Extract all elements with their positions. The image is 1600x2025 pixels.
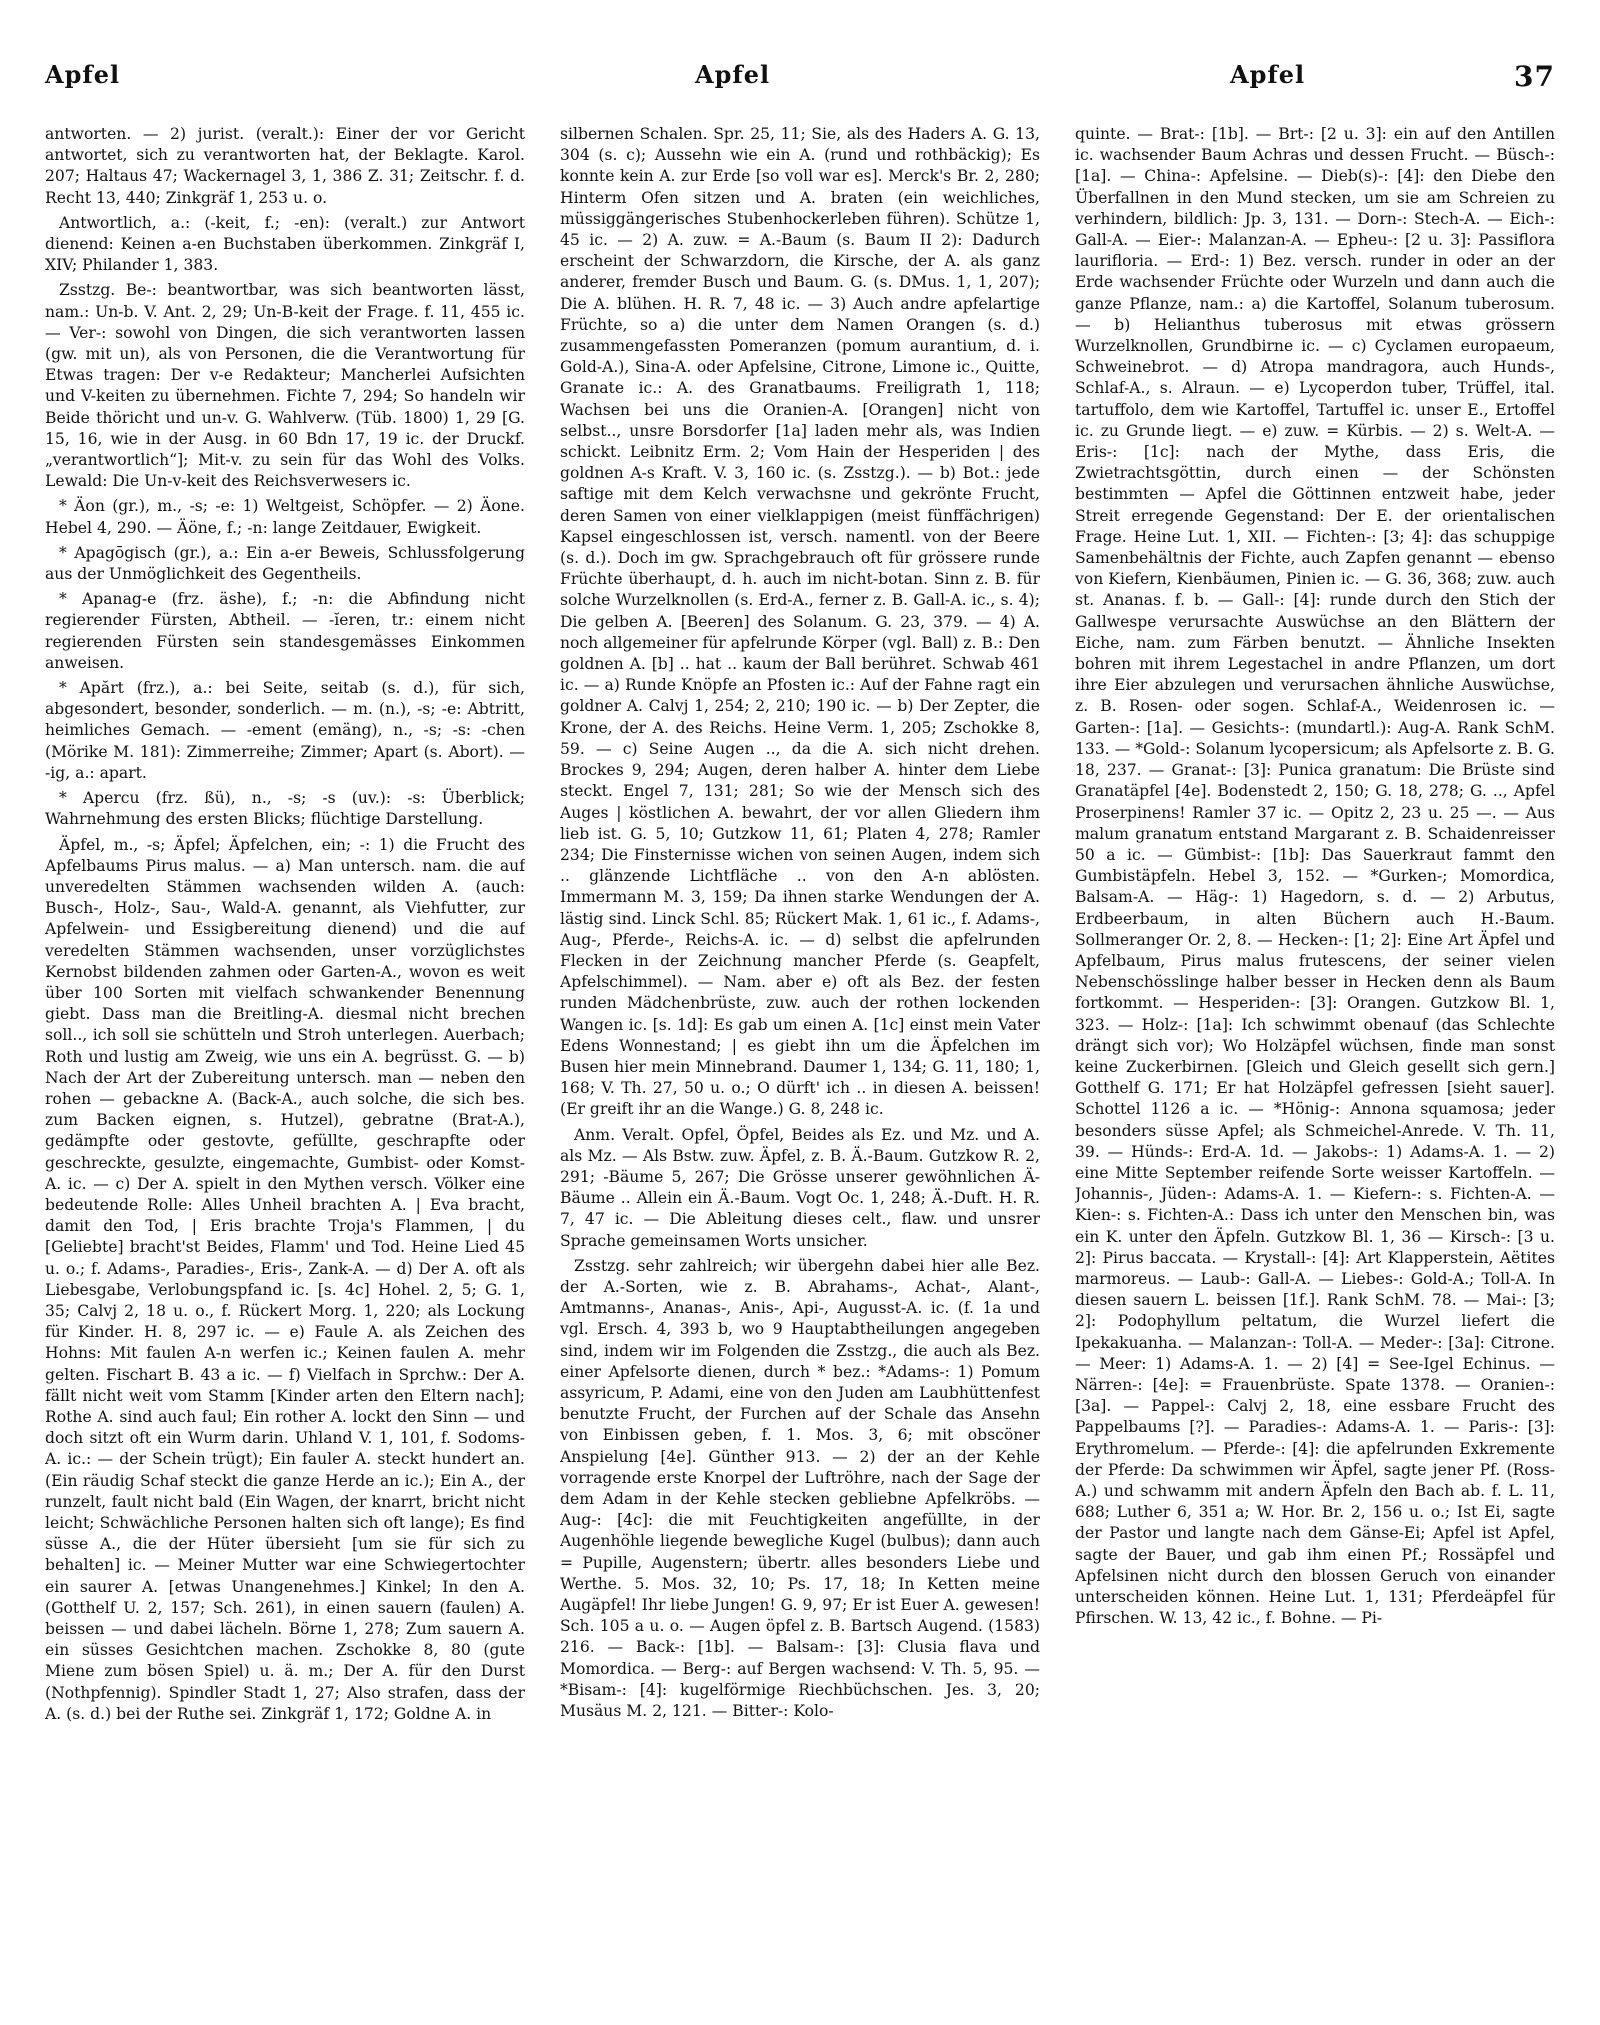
column-1-paragraph-9: Äpfel, m., -s; Äpfel; Äpfelchen, ein; -: 1) die Frucht des Apfelbaums Pirus malus. — a) Man untersch. nam. die auf unveredelten Stämmen wachsenden wilden A. (auch: Busch-, Holz-, Sau-, Wald-A. genannt, als Viehfutter, zur Apfelwein- und Essigbereitung dienend) und die auf veredelten Stämmen wachsenden, unser vorzüglichstes Kernobst bildenden zahmen oder Garten-A., wovon es weit über 100 Sorten mit vielfach schwankender Benennung giebt. Dass man die Breitling-A. diesmal nicht brechen soll.., ich soll sie schütteln und Stroh unterlegen. Auerbach; Roth und lustig am Zweig, wie uns ein A. begrüsst. G. — b) Nach der Art der Zubereitung untersch. man — neben den rohen — gebackne A. (Back-A., auch solche, die sich bes. zum Backen eignen, s. Hutzel), gebratne (Brat-A.), gedämpfte oder gestovte, gefüllte, geschrapfte oder geschreckte, gesulzte, eingemachte, Gumbist- oder Komst-A. ic. — c) Der A. spielt in den Mythen versch. Völker eine bedeutende Rolle: Alles Unheil brachten A. | Eva bracht, damit den Tod, | Eris brachte Troja's Flammen, | du [Geliebte] bracht'st Beides, Flamm' und Tod. Heine Lied 45 u. o.; f. Adams-, Paradies-, Eris-, Zank-A. — d) Der A. oft als Liebesgabe, Verlobungspfand ic. [s. 4c] Hohel. 2, 5; G. 1, 35; Calvj 2, 18 u. o., f. Rückert Morg. 1, 220; als Lockung für Kinder. H. 8, 297 ic. — e) Faule A. als Zeichen des Hohns: Mit faulen A-n werfen ic.; Keinen faulen A. mehr gelten. Fischart B. 43 a ic. — f) Vielfach in Sprchw.: Der A. fällt nicht weit vom Stamm [Kinder arten den Eltern nach]; Rothe A. sind auch faul; Ein rother A. lockt den Sinn — und doch sitzt oft ein Wurm darin. Uhland V. 1, 101, f. Sodoms-A. ic.: — der Schein trügt); Ein fauler A. steckt hundert an. (Ein räudig Schaf steckt die ganze Herde an ic.); Ein A., der runzelt, fault nicht bald (Ein Wagen, der knarrt, bricht nicht leicht; Schwächliche Personen halten sich oft lange); Es find süsse A., die der Hüter übersieht [um sie für sich zu behalten] ic. — Meiner Mutter war eine Schwiegertochter ein saurer A. [etwas Unangenehmes.] Kinkel; In den A. (Gotthelf U. 2, 157; Sch. 261), in einen sauern (faulen) A. beissen — und dabei lächeln. Börne 1, 278; Zum sauern A. ein süsses Gesichtchen machen. Zschokke 8, 80 (gute Miene zum bösen Spiel) u. ä. m.; Der A. für den Durst (Nothpfennig). Spindler Stadt 1, 27; Also strafen, dass der A. (s. d.) bei der Ruthe sei. Zinkgräf 1, 172; Goldne A. in xyxy=(45,835,525,1723)
dictionary-columns xyxy=(45,118,1555,1998)
column-1 xyxy=(45,118,525,1998)
page-number: 37 xyxy=(1514,60,1555,93)
column-2-paragraph-3: Zsstzg. sehr zahlreich; wir übergehn dabei hier alle Bez. der A.-Sorten, wie z. B. Abrahams-, Achat-, Alant-, Amtmanns-, Ananas-, Anis-, Api-, Augusst-A. ic. (f. 1a und vgl. Ersch. 4, 393 b, wo 9 Hauptabtheilungen angegeben sind, indem wir im Folgenden die Zsstzg., die auch als Bez. einer Apfelsorte dienen, durch * bez.: *Adams-: 1) Pomum assyricum, P. Adami, eine von den Juden am Laubhüttenfest benutzte Frucht, der Furchen auf der Schale das Ansehn von Einbissen geben, f. 1. Mos. 3, 6; mit obscöner Anspielung [4e]. Günther 913. — 2) der an der Kehle vorragende erste Knorpel der Luftröhre, nach der Sage der dem Adam in der Kehle stecken gebliebne Apfelkröbs. — Aug-: [4c]: die mit Feuchtigkeiten angefüllte, in der Augenhöhle liegende bewegliche Kugel (bulbus); dann auch = Pupille, Augenstern; übertr. alles besonders Liebe und Werthe. 5. Mos. 32, 10; Ps. 17, 18; In Ketten meine Augäpfel! Ihr liebe Jungen! G. 9, 97; Er ist Euer A. gewesen! Sch. 105 a u. o. — Augen öpfel z. B. Bartsch Augend. (1583) 216. — Back-: [1b]. — Balsam-: [3]: Clusia flava und Momordica. — Berg-: auf Bergen wachsend: V. Th. 5, 95. — *Bisam-: [4]: kugelförmige Riechbüchschen. Jes. 3, 20; Musäus M. 2, 121. — Bitter-: Kolo- xyxy=(560,1256,1040,1721)
column-2-paragraph-2: Anm. Veralt. Opfel, Öpfel, Beides als Ez. und Mz. und A. als Mz. — Als Bstw. zuw. Äpfel, z. B. Ä.-Baum. Gutzkow R. 2, 291; -Bäume 5, 267; Die Grösse unserer gewöhnlichen Ä-Bäume .. Allein ein Ä.-Baum. Vogt Oc. 1, 248; Ä.-Duft. H. R. 7, 47 ic. — Die Ableitung dieses celt., flaw. und unsrer Sprache gemeinsamen Worts unsicher. xyxy=(560,1125,1040,1250)
column-2 xyxy=(560,118,1040,1998)
running-head-center: Apfel xyxy=(695,60,771,89)
column-1-paragraph-5: * Apagōgisch (gr.), a.: Ein a-er Beweis, Schlussfolgerung aus der Unmöglichkeit des Gegentheils. xyxy=(45,543,525,584)
column-2-paragraph-1: silbernen Schalen. Spr. 25, 11; Sie, als des Haders A. G. 13, 304 (s. c); Aussehn wie ein A. (rund und rothbäckig); Es konnte kein A. zur Erde [so voll war es]. Merck's Br. 2, 280; Hinterm Ofen sitzen und A. braten (ein weichliches, müssiggängerisches Stubenhockerleben führen). Schütze 1, 45 ic. — 2) A. zuw. = A.-Baum (s. Baum II 2): Dadurch erscheint der Schwarzdorn, die Kirsche, der A. als ganz anderer, fremder Busch und Baum. G. (s. DMus. 1, 1, 207); Die A. blühen. H. R. 7, 48 ic. — 3) Auch andre apfelartige Früchte, so a) die unter dem Namen Orangen (s. d.) zusammengefassten Pomeranzen (pomum aurantium, d. i. Gold-A.), Sina-A. oder Apfelsine, Citrone, Limone ic., Quitte, Granate ic.: A. des Granatbaums. Freiligrath 1, 118; Wachsen bei uns die Oranien-A. [Orangen] nicht von selbst.., unsre Borsdorfer [1a] laden mehr als, was Indien schickt. Leibnitz Erm. 2; Vom Hain der Hesperiden | des goldnen A-s Kraft. V. 3, 160 ic. (s. Zsstzg.). — b) Bot.: jede saftige mit dem Kelch verwachsne und gekrönte Frucht, deren Samen von einer vielklappigen (meist fünffächrigen) Kapsel eingeschlossen ist, versch. namentl. von der Beere (s. d.). Doch im gw. Sprachgebrauch oft für grössere runde Früchte überhaupt, d. h. auch im nicht-botan. Sinn z. B. für solche Wurzelknollen (s. Erd-A., ferner z. B. Gall-A. ic., s. 4); Die gelben A. [Beeren] des Solanum. G. 23, 379. — 4) A. noch allgemeiner für apfelrunde Körper (vgl. Ball) z. B.: Den goldnen A. [b] .. hat .. kaum der Ball berühret. Schwab 461 ic. — a) Runde Knöpfe an Pfosten ic.: Auf der Fahne ragt ein goldner A. Calvj 1, 254; 2, 210; 190 ic. — b) Der Zepter, die Krone, der A. des Reichs. Heine Verm. 1, 205; Zschokke 8, 59. — c) Seine Augen .., da die A. sich nicht drehen. Brockes 9, 294; Augen, deren halber A. hinter dem Liebe steckt. Engel 7, 131; 281; So wie der Mensch sich des Auges | köstlichen A. bewahrt, der vor allen Gliedern ihm lieb ist. G. 5, 10; Gutzkow 11, 61; Platen 4, 278; Ramler 234; Die Finsternisse wichen von seinen Augen, indem sich .. glänzende Lichtfläche .. von den A-n ablösten. Immermann M. 3, 159; Da ihnen starke Wendungen der A. lästig sind. Linck Schl. 85; Rückert Mak. 1, 61 ic., f. Adams-, Aug-, Pferde-, Reichs-A. ic. — d) selbst die apfelrunden Flecken in der Zeichnung mancher Pferde (s. Geapfelt, Apfelschimmel). — Nam. aber e) oft als Bez. der festen runden Mädchenbrüste, zuw. auch der rothen lockenden Wangen ic. [s. 1d]: Es gab um einen A. [1c] einst mein Vater Edens Wonnestand; | es giebt ihn um die Äpfelchen im Busen hier mein Minnebrand. Daumer 1, 134; G. 11, 180; 1, 168; V. Th. 27, 50 u. o.; O dürft' ich .. in diesen A. beissen! (Er greift ihr an die Wange.) G. 8, 248 ic. xyxy=(560,125,1040,1119)
page-header xyxy=(45,60,1555,110)
column-1-paragraph-8: * Apercu (frz. ßü), n., -s; -s (uv.): -s: Überblick; Wahrnehmung des ersten Blicks; flüchtige Darstellung. xyxy=(45,789,525,829)
column-1-paragraph-6: * Apanag-e (frz. äshe), f.; -n: die Abfindung nicht regierender Fürsten, Abtheil. — -ĭeren, tr.: einem nicht regierenden Fürsten sein standesgemässes Einkommen anweisen. xyxy=(45,590,525,672)
column-3 xyxy=(1075,118,1555,1998)
column-1-paragraph-3: Zsstzg. Be-: beantwortbar, was sich beantworten lässt, nam.: Un-b. V. Ant. 2, 29; Un-B-keit der Frage. f. 11, 455 ic. — Ver-: sowohl von Dingen, die sich verantworten lassen (gw. mit un), als von Personen, die die Verantwortung für Etwas tragen: Der v-e Redakteur; Mancherlei Aufsichten und V-keiten zu übernehmen. Fichte 7, 294; So handeln wir Beide thöricht und un-v. G. Wahlverw. (Tüb. 1800) 1, 29 [G. 15, 16, wie in der Ausg. in 60 Bdn 17, 19 ic. der Druckf. „verantwortlich“]; Mit-v. zu sein für das Wohl des Volks. Lewald: Die Un-v-keit des Reichsverwesers ic. xyxy=(45,281,525,491)
running-head-right: Apfel xyxy=(1230,60,1306,89)
column-1-paragraph-1: antworten. — 2) jurist. (veralt.): Einer der vor Gericht antwortet, sich zu verantworten hat, der Beklagte. Karol. 207; Haltaus 47; Wackernagel 3, 1, 386 Z. 31; Zeitschr. f. d. Recht 13, 440; Zinkgräf 1, 253 u. o. xyxy=(45,125,525,207)
column-1-paragraph-7: * Apărt (frz.), a.: bei Seite, seitab (s. d.), für sich, abgesondert, besonder, sonderlich. — m. (n.), -s; -e: Abtritt, heimliches Gemach. — -ement (emäng), n., -s; -s: -chen (Mörike M. 181): Zimmerreihe; Zimmer; Apart (s. Abort). — -ig, a.: apart. xyxy=(45,679,525,782)
running-head-left: Apfel xyxy=(45,60,121,89)
column-1-paragraph-4: * Äon (gr.), m., -s; -e: 1) Weltgeist, Schöpfer. — 2) Äone. Hebel 4, 290. — Äöne, f.; -n: lange Zeitdauer, Ewigkeit. xyxy=(45,497,525,537)
column-3-text: quinte. — Brat-: [1b]. — Brt-: [2 u. 3]: ein auf den Antillen ic. wachsender Baum Achras und dessen Frucht. — Büsch-: [1a]. — China-: Apfelsine. — Dieb(s)-: [4]: den Diebe den Überfallnen in den Mund stecken, um sie am Schreien zu verhindern, bildlich: Jp. 3, 131. — Dorn-: Stech-A. — Eich-: Gall-A. — Eier-: Malanzan-A. — Epheu-: [2 u. 3]: Passiflora laurifloria. — Erd-: 1) Bez. versch. runder in oder an der Erde wachsender Früchte oder Wurzeln und dann auch die ganze Pflanze, nam.: a) die Kartoffel, Solanum tuberosum. — b) Helianthus tuberosus mit etwas grössern Wurzelknollen, Grundbirne ic. — c) Cyclamen europaeum, Schweinebrot. — d) Atropa mandragora, auch Hunds-, Schlaf-A., s. Alraun. — e) Lycoperdon tuber, Trüffel, ital. tartuffolo, dem wie Kartoffel, Tartuffel ic. unser E., Ertoffel ic. zu Grunde liegt. — e) zuw. = Kürbis. — 2) s. Welt-A. — Eris-: [1c]: nach der Mythe, dass Eris, die Zwietrachtsgöttin, durch einen — der Schönsten bestimmten — Apfel die Göttinnen entzweit habe, jeder Streit erregende Gegenstand: Der E. der orientalischen Frage. Heine Lut. 1, XII. — Fichten-: [3; 4]: das schuppige Samenbehältnis der Fichte, auch Zapfen genannt — ebenso von Kiefern, Kienbäumen, Pinien ic. — G. 36, 368; zuw. auch st. Ananas. f. b. — Gall-: [4]: runde durch den Stich der Gallwespe verursachte Auswüchse an den Blättern der Eiche, nam. zum Färben benutzt. — Ähnliche Insekten bohren mit ihrem Legestachel in andre Pflanzen, um dort ihre Eier abzulegen und verursachen ähnliche Auswüchse, z. B. Rosen- oder sogen. Schlaf-A., Weidenrosen ic. — Garten-: [1a]. — Gesichts-: (mundartl.): Aug-A. Rank SchM. 133. — *Gold-: Solanum lycopersicum; als Apfelsorte z. B. G. 18, 237. — Granat-: [3]: Punica granatum: Die Brüste sind Granatäpfel [4e]. Bodenstedt 2, 150; G. 18, 278; G. .., Apfel Proserpinens! Ramler 37 ic. — Opitz 2, 23 u. 25 —. — Aus malum granatum entstand Margarant z. B. Schaidenreisser 50 a ic. — Gümbist-: [1b]: Das Sauerkraut fammt den Gumbistäpfeln. Hebel 3, 152. — *Gurken-; Momordica, Balsam-A. — Häg-: 1) Hagedorn, s. d. — 2) Arbutus, Erdbeerbaum, in alten Büchern auch H.-Baum. Sollmeranger Or. 2, 8. — Hecken-: [1; 2]: Eine Art Äpfel und Apfelbaum, Pirus malus frutescens, der seiner vielen Nebenschösslinge halber besser in Hecken denn als Baum fortkommt. — Hesperiden-: [3]: Orangen. Gutzkow Bl. 1, 323. — Holz-: [1a]: Ich schwimmt obenauf (das Schlechte drängt sich vor); Wo Holzäpfel wüchsen, finde man sonst keine Zuckerbirnen. [Gleich und Gleich gesellt sich gern.] Gotthelf G. 171; Er hat Holzäpfel gefressen [sieht sauer]. Schottel 1126 a ic. — *Hönig-: Annona squamosa; jeder besonders süsse Apfel; als Schmeichel-Anrede. V. Th. 11, 39. — Hünds-: Erd-A. 1d. — Jakobs-: 1) Adams-A. 1. — 2) eine Mitte September reifende Sorte weisser Kartoffeln. — Johannis-, Jüden-: Adams-A. 1. — Kiefern-: s. Fichten-A. — Kien-: s. Fichten-A.: Dass ich unter den Menschen bin, was ein K. unter den Äpfeln. Gutzkow Bl. 1, 36 — Kirsch-: [3 u. 2]: Pirus baccata. — Krystall-: [4]: Art Klapperstein, Aëtites marmoreus. — Laub-: Gall-A. — Liebes-: Gold-A.; Toll-A. In diesen sauern L. beissen [1f.]. Rank SchM. 78. — Mai-: [3; 2]: Podophyllum peltatum, die Wurzel liefert die Ipekakuanha. — Malanzan-: Toll-A. — Meder-: [3a]: Citrone. — Meer: 1) Adams-A. 1. — 2) [4] = See-Igel Echinus. — Närren-: [4e]: = Frauenbrüste. Spate 1378. — Oranien-: [3a]. — Pappel-: Calvj 2, 18, eine essbare Frucht des Pappelbaums [?]. — Paradies-: Adams-A. 1. — Paris-: [3]: Erythromelum. — Pferde-: [4]: die apfelrunden Exkremente der Pferde: Da schwimmen wir Äpfel, sagte jener Pf. (Ross-A.) und schwamm mit andern Äpfeln den Bach ab. f. L. 11, 688; Luther 6, 351 a; W. Hor. Br. 2, 156 u. o.; Ist Ei, sagte der Pastor und langte nach dem Gänse-Ei; Apfel ist Apfel, sagte der Bauer, und gab ihm einen Pf.; Rossäpfel und Apfelsinen nicht durch den blossen Geruch von einander unterscheiden können. Heine Lut. 1, 131; Pferdeäpfel für Pfirschen. W. 13, 42 ic., f. Bohne. — Pi- xyxy=(1075,125,1555,1628)
column-1-paragraph-2: Antwortlich, a.: (-keit, f.; -en): (veralt.) zur Antwort dienend: Keinen a-en Buchstaben überkommen. Zinkgräf I, XIV; Philander 1, 383. xyxy=(45,213,525,275)
